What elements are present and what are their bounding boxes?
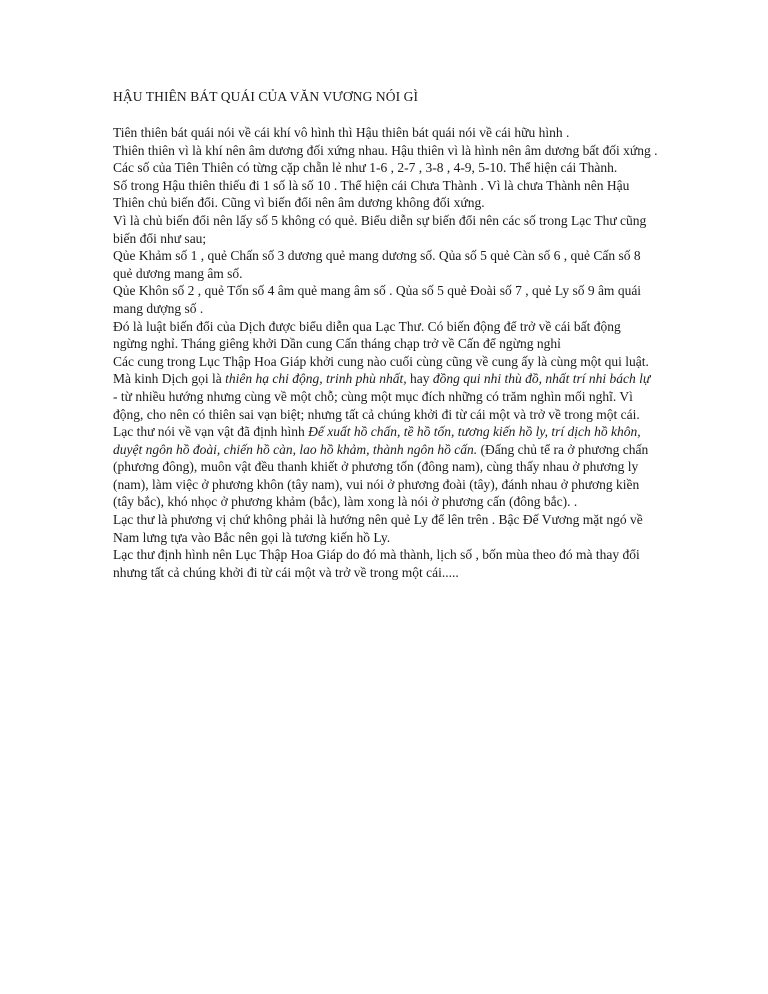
text-run: Các số của Tiên Thiên có từng cặp chẵn lẻ như 1-6 , 2-7 , 3-8 , 4-9, 5-10. Thể hiện cái Thành.: [113, 160, 618, 176]
paragraph: [113, 546, 658, 581]
text-run: Số trong Hậu thiên thiếu đi 1 số là số 10 . Thể hiện cái Chưa Thành . Vì là chưa Thành nên Hậu Thiên chủ biến đổi. Cũng vì biến đổi nên âm dương không đối xứng.: [113, 177, 630, 211]
italic-text: Đế xuất hồ chấn, tề hồ tốn, tương kiến hồ ly, trí dịch hồ khôn, duyệt ngôn hồ đoài, chiến hồ càn, lao hồ khảm, thành ngôn hồ cấn.: [113, 424, 641, 457]
paragraph: [113, 177, 658, 212]
text-run: Thiên thiên vì là khí nên âm dương đối xứng nhau. Hậu thiên vì là hình nên âm dương bất đối xứng .: [113, 142, 658, 158]
text-run: Lạc thư là phương vị chứ không phải là hướng nên quẻ Ly để lên trên . Bậc Đế Vương mặt ngó về Nam lưng tựa vào Bắc nên gọi là tương kiến hồ Ly.: [113, 512, 643, 545]
text-run: - từ nhiều hướng nhưng cùng về một chỗ; cùng một mục đích những có trăm nghìn mối nghĩ. Vì động, cho nên có thiên sai vạn biệt; nhưng tất cả chúng khởi đi từ cái một và trở về trong một cái.: [113, 388, 640, 422]
paragraph: [113, 511, 658, 546]
text-run: Lạc thư định hình nên Lục Thập Hoa Giáp do đó mà thành, lịch số , bốn mùa theo đó mà thay đổi nhưng tất cả chúng khởi đi từ cái một và trở về trong một cái.....: [113, 547, 640, 580]
paragraph: [113, 124, 658, 142]
paragraph: [113, 247, 658, 282]
text-run: Lạc thư nói về vạn vật đã định hình: [113, 424, 309, 440]
paragraph: [113, 318, 658, 353]
text-run: Qủe Khảm số 1 , quẻ Chấn số 3 dương quẻ mang dương số. Qủa số 5 quẻ Càn số 6 , quẻ Cấn số 8 quẻ dương mang âm số.: [113, 248, 641, 281]
italic-text: thiên hạ chi động, trinh phù nhất,: [225, 371, 407, 387]
paragraph: [113, 159, 658, 177]
document-page: [113, 88, 658, 581]
text-run: Mà kinh Dịch gọi là: [113, 371, 226, 387]
document-body: [113, 124, 658, 581]
paragraph: [113, 370, 658, 423]
text-run: hay: [406, 371, 433, 387]
italic-text: đồng qui nhi thù đồ, nhất trí nhi bách lự: [432, 371, 651, 387]
document-title: HẬU THIÊN BÁT QUÁI CỦA VĂN VƯƠNG NÓI GÌ: [113, 89, 419, 104]
text-run: Qủe Khôn số 2 , quẻ Tốn số 4 âm quẻ mang âm số . Qủa số 5 quẻ Đoài số 7 , quẻ Ly số 9 âm quái mang dượng số .: [113, 283, 642, 316]
paragraph: [113, 353, 658, 371]
text-run: Vì là chủ biến đổi nên lấy số 5 không có quẻ. Biểu diễn sự biến đổi nên các số trong Lạc Thư cũng biến đổi như sau;: [113, 212, 647, 246]
text-run: (Đấng chủ tể ra ở phương chấn (phương đông), muôn vật đều thanh khiết ở phương tốn (đông nam), cùng thấy nhau ở phương ly (nam), làm việc ở phương khôn (tây nam), vui nói ở phương đoài (tây), đánh nhau ở phương kiền (tây bắc), khó nhọc ở phương khảm (bắc), làm xong là nói ở phương cấn (đông bắc). .: [113, 441, 649, 510]
text-run: Đó là luật biến đổi của Dịch được biểu diễn qua Lạc Thư. Có biến động để trở về cái bất động ngừng nghỉ. Tháng giêng khởi Dần cung Cấn tháng chạp trở về Cấn để ngừng nghỉ: [113, 318, 621, 352]
text-run: Tiên thiên bát quái nói về cái khí vô hình thì Hậu thiên bát quái nói về cái hữu hình .: [113, 125, 570, 140]
paragraph: [113, 212, 658, 247]
paragraph: [113, 423, 658, 511]
text-run: Các cung trong Lục Thập Hoa Giáp khởi cung nào cuối cùng cũng về cung ấy là cùng một qui luật.: [113, 353, 649, 369]
paragraph: [113, 282, 658, 317]
paragraph: [113, 142, 658, 160]
